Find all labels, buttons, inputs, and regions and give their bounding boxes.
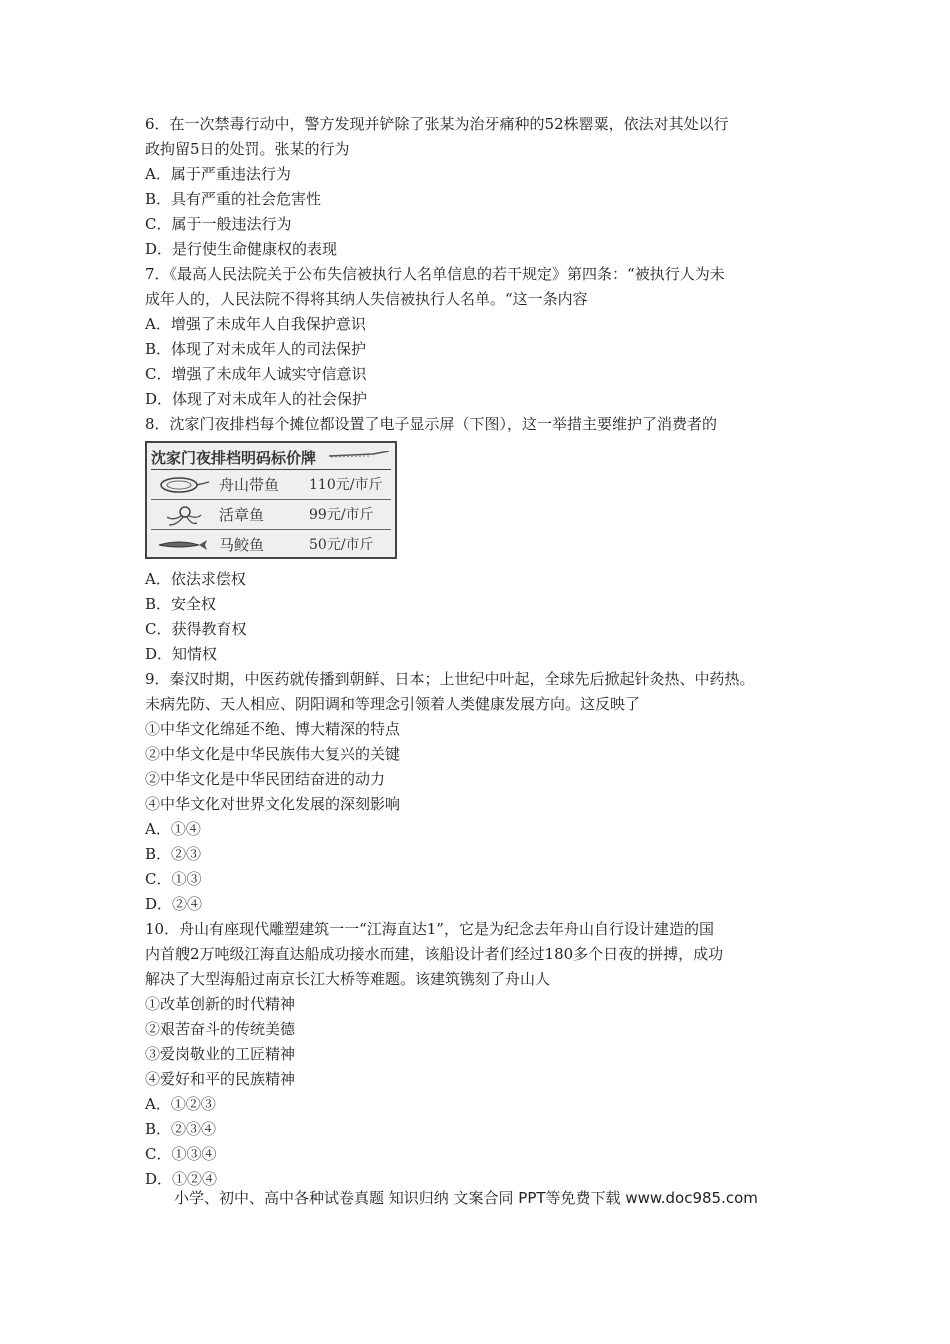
- price-row-octopus: [151, 501, 391, 530]
- question-9-stem-line-1: 9．秦汉时期，中医药就传播到朝鲜、日本；上世纪中叶起，全球先后掀起针灸热、中药热。: [145, 670, 755, 688]
- question-9-option-b: B．②③: [145, 845, 202, 863]
- ribbonfish-icon: [155, 473, 211, 497]
- question-6-option-b: B．具有严重的社会危害性: [145, 190, 322, 208]
- question-7-stem-line-2: 成年人的，人民法院不得将其纳人失信被执行人名单。“这一条内容: [145, 290, 588, 308]
- decorative-brush-icon: [329, 451, 389, 459]
- question-7-option-b: B．体现了对未成年人的司法保护: [145, 340, 367, 358]
- price-sign-title: 沈家门夜排档明码标价牌: [151, 447, 391, 470]
- item-price: 110元/市斤: [309, 477, 383, 493]
- question-10-option-c: C．①③④: [145, 1145, 217, 1163]
- footer-download-notice: 小学、初中、高中各种试卷真题 知识归纳 文案合同 PPT等免费下载 www.doc985.com: [174, 1189, 758, 1207]
- item-price: 50元/市斤: [309, 537, 374, 553]
- question-8-option-d: D．知情权: [145, 645, 218, 663]
- question-7-option-d: D．体现了对未成年人的社会保护: [145, 390, 368, 408]
- mackerel-icon: [155, 533, 211, 557]
- question-8-option-b: B．安全权: [145, 595, 217, 613]
- question-9-statement-2: ②中华文化是中华民族伟大复兴的关键: [145, 745, 401, 763]
- question-9-statement-3: ②中华文化是中华民团结奋进的动力: [145, 770, 386, 788]
- question-6-option-c: C．属于一般违法行为: [145, 215, 292, 233]
- price-row-mackerel: [151, 531, 391, 559]
- question-10-option-a: A．①②③: [145, 1095, 216, 1113]
- price-row-ribbonfish: [151, 471, 391, 500]
- item-name: 马鲛鱼: [219, 536, 265, 554]
- exam-page: [145, 112, 825, 1192]
- question-8-stem-line-1: 8．沈家门夜排档每个摊位都设置了电子显示屏（下图），这一举措主要维护了消费者的: [145, 415, 718, 433]
- question-7-option-a: A．增强了未成年人自我保护意识: [145, 315, 366, 333]
- question-9-option-c: C．①③: [145, 870, 202, 888]
- item-name: 舟山带鱼: [219, 476, 280, 494]
- question-9-option-a: A．①④: [145, 820, 201, 838]
- question-10-statement-1: ①改革创新的时代精神: [145, 995, 296, 1013]
- question-9-stem-line-2: 未病先防、天人相应、阴阳调和等理念引领着人类健康发展方向。这反映了: [145, 695, 641, 713]
- question-10-stem-line-2: 内首艘2万吨级江海直达船成功接水而建，该船设计者们经过180多个日夜的拼搏，成功: [145, 945, 724, 963]
- item-price: 99元/市斤: [309, 507, 374, 523]
- question-9-statement-1: ①中华文化绵延不绝、博大精深的特点: [145, 720, 401, 738]
- item-name: 活章鱼: [219, 506, 265, 524]
- octopus-icon: [155, 503, 211, 527]
- question-8-option-c: C．获得教育权: [145, 620, 247, 638]
- question-6-option-d: D．是行使生命健康权的表现: [145, 240, 338, 258]
- question-6-stem-line-2: 政拘留5日的处罚。张某的行为: [145, 140, 350, 158]
- question-9-option-d: D．②④: [145, 895, 203, 913]
- question-10-option-b: B．②③④: [145, 1120, 217, 1138]
- question-7-option-c: C．增强了未成年人诚实守信意识: [145, 365, 367, 383]
- question-6-option-a: A．属于严重违法行为: [145, 165, 291, 183]
- question-10-option-d: D．①②④: [145, 1170, 218, 1188]
- question-10-statement-2: ②艰苦奋斗的传统美德: [145, 1020, 296, 1038]
- question-7-stem-line-1: 7．《最高人民法院关于公布失信被执行人名单信息的若干规定》第四条：“被执行人为未: [145, 265, 725, 283]
- question-9-statement-4: ④中华文化对世界文化发展的深刻影响: [145, 795, 401, 813]
- question-10-statement-4: ④爱好和平的民族精神: [145, 1070, 296, 1088]
- question-10-stem-line-3: 解决了大型海船过南京长江大桥等难题。该建筑镌刻了舟山人: [145, 970, 551, 988]
- price-sign-figure: [145, 441, 397, 559]
- question-10-stem-line-1: 10．舟山有座现代雕塑建筑一一“江海直达1”，它是为纪念去年舟山自行设计建造的国: [145, 920, 714, 938]
- question-6-stem-line-1: 6．在一次禁毒行动中，警方发现并铲除了张某为治牙痛种的52株罂粟，依法对其处以行: [145, 115, 729, 133]
- question-8-option-a: A．依法求偿权: [145, 570, 246, 588]
- question-10-statement-3: ③爱岗敬业的工匠精神: [145, 1045, 296, 1063]
